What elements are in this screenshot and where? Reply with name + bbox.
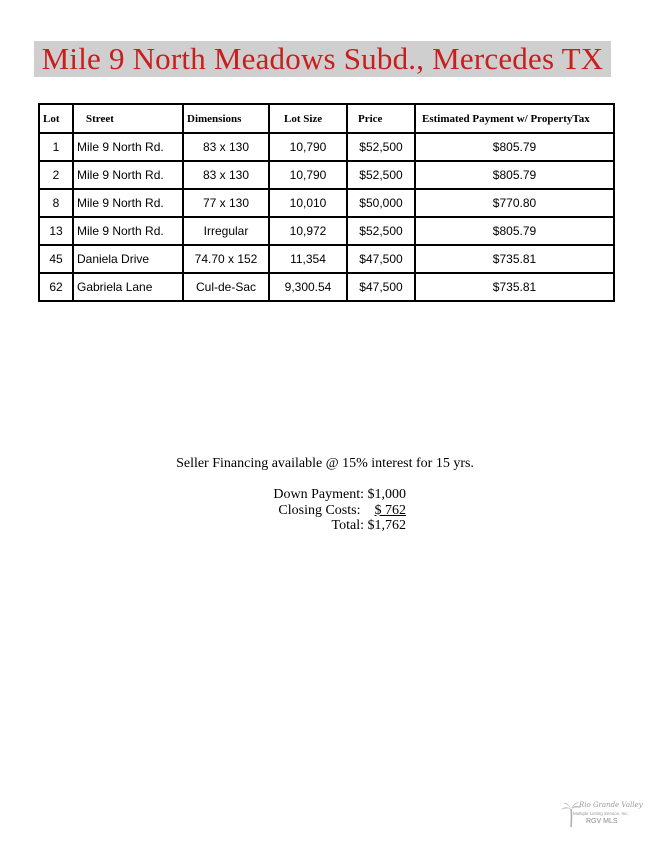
cell-payment: $735.81 — [415, 273, 614, 301]
down-payment-value: $1,000 — [367, 487, 406, 502]
column-header-lot-size: Lot Size — [269, 104, 347, 133]
cell-payment: $805.79 — [415, 217, 614, 245]
cell-lot: 62 — [39, 273, 73, 301]
lots-table — [38, 103, 615, 302]
cell-price: $52,500 — [347, 217, 415, 245]
cell-price: $52,500 — [347, 161, 415, 189]
cell-street: Daniela Drive — [73, 245, 183, 273]
cell-street: Mile 9 North Rd. — [73, 217, 183, 245]
rgv-mls-logo — [560, 800, 643, 830]
closing-costs-value: $ 762 — [374, 502, 406, 518]
financing-note: Seller Financing available @ 15% interest for 15 yrs. — [176, 456, 474, 471]
cell-lot: 13 — [39, 217, 73, 245]
cell-lot: 8 — [39, 189, 73, 217]
logo-mls-text: RGV MLS — [586, 818, 618, 825]
cell-payment: $805.79 — [415, 161, 614, 189]
logo-brand-text: Rio Grande Valley — [579, 801, 643, 809]
cell-price: $47,500 — [347, 245, 415, 273]
total-value: $1,762 — [367, 518, 406, 533]
cell-street: Mile 9 North Rd. — [73, 189, 183, 217]
cell-price: $50,000 — [347, 189, 415, 217]
cell-lot: 45 — [39, 245, 73, 273]
column-header-street: Street — [73, 104, 183, 133]
table-row — [39, 161, 614, 189]
table-row — [39, 133, 614, 161]
table-header-row — [39, 104, 614, 133]
cell-dimensions: 77 x 130 — [183, 189, 269, 217]
column-header-dimensions: Dimensions — [183, 104, 269, 133]
cell-lot: 2 — [39, 161, 73, 189]
total-label: Total: — [331, 518, 364, 533]
table-row — [39, 273, 614, 301]
cell-lot-size: 9,300.54 — [269, 273, 347, 301]
cell-street: Mile 9 North Rd. — [73, 133, 183, 161]
cell-dimensions: 83 x 130 — [183, 161, 269, 189]
cell-price: $47,500 — [347, 273, 415, 301]
cell-payment: $805.79 — [415, 133, 614, 161]
down-payment-row — [240, 487, 406, 503]
cell-dimensions: 74.70 x 152 — [183, 245, 269, 273]
cost-summary — [240, 487, 406, 534]
column-header-lot: Lot — [39, 104, 73, 133]
cell-price: $52,500 — [347, 133, 415, 161]
cell-lot-size: 11,354 — [269, 245, 347, 273]
cell-dimensions: Irregular — [183, 217, 269, 245]
title-banner — [34, 41, 611, 77]
cell-lot-size: 10,790 — [269, 161, 347, 189]
cell-lot-size: 10,010 — [269, 189, 347, 217]
cell-street: Mile 9 North Rd. — [73, 161, 183, 189]
table-row — [39, 189, 614, 217]
table-row — [39, 245, 614, 273]
column-header-estimated-payment: Estimated Payment w/ PropertyTax — [415, 104, 614, 133]
closing-costs-row — [240, 503, 406, 519]
page-title: Mile 9 North Meadows Subd., Mercedes TX — [41, 41, 604, 76]
down-payment-label: Down Payment: — [273, 487, 364, 502]
cell-lot-size: 10,972 — [269, 217, 347, 245]
cell-payment: $735.81 — [415, 245, 614, 273]
total-row — [240, 518, 406, 534]
column-header-price: Price — [347, 104, 415, 133]
cell-dimensions: 83 x 130 — [183, 133, 269, 161]
cell-dimensions: Cul-de-Sac — [183, 273, 269, 301]
cell-lot-size: 10,790 — [269, 133, 347, 161]
cell-lot: 1 — [39, 133, 73, 161]
closing-costs-label: Closing Costs: — [278, 502, 361, 518]
cell-street: Gabriela Lane — [73, 273, 183, 301]
cell-payment: $770.80 — [415, 189, 614, 217]
logo-subtitle-text: Multiple Listing Service, Inc. — [573, 811, 629, 816]
table-row — [39, 217, 614, 245]
